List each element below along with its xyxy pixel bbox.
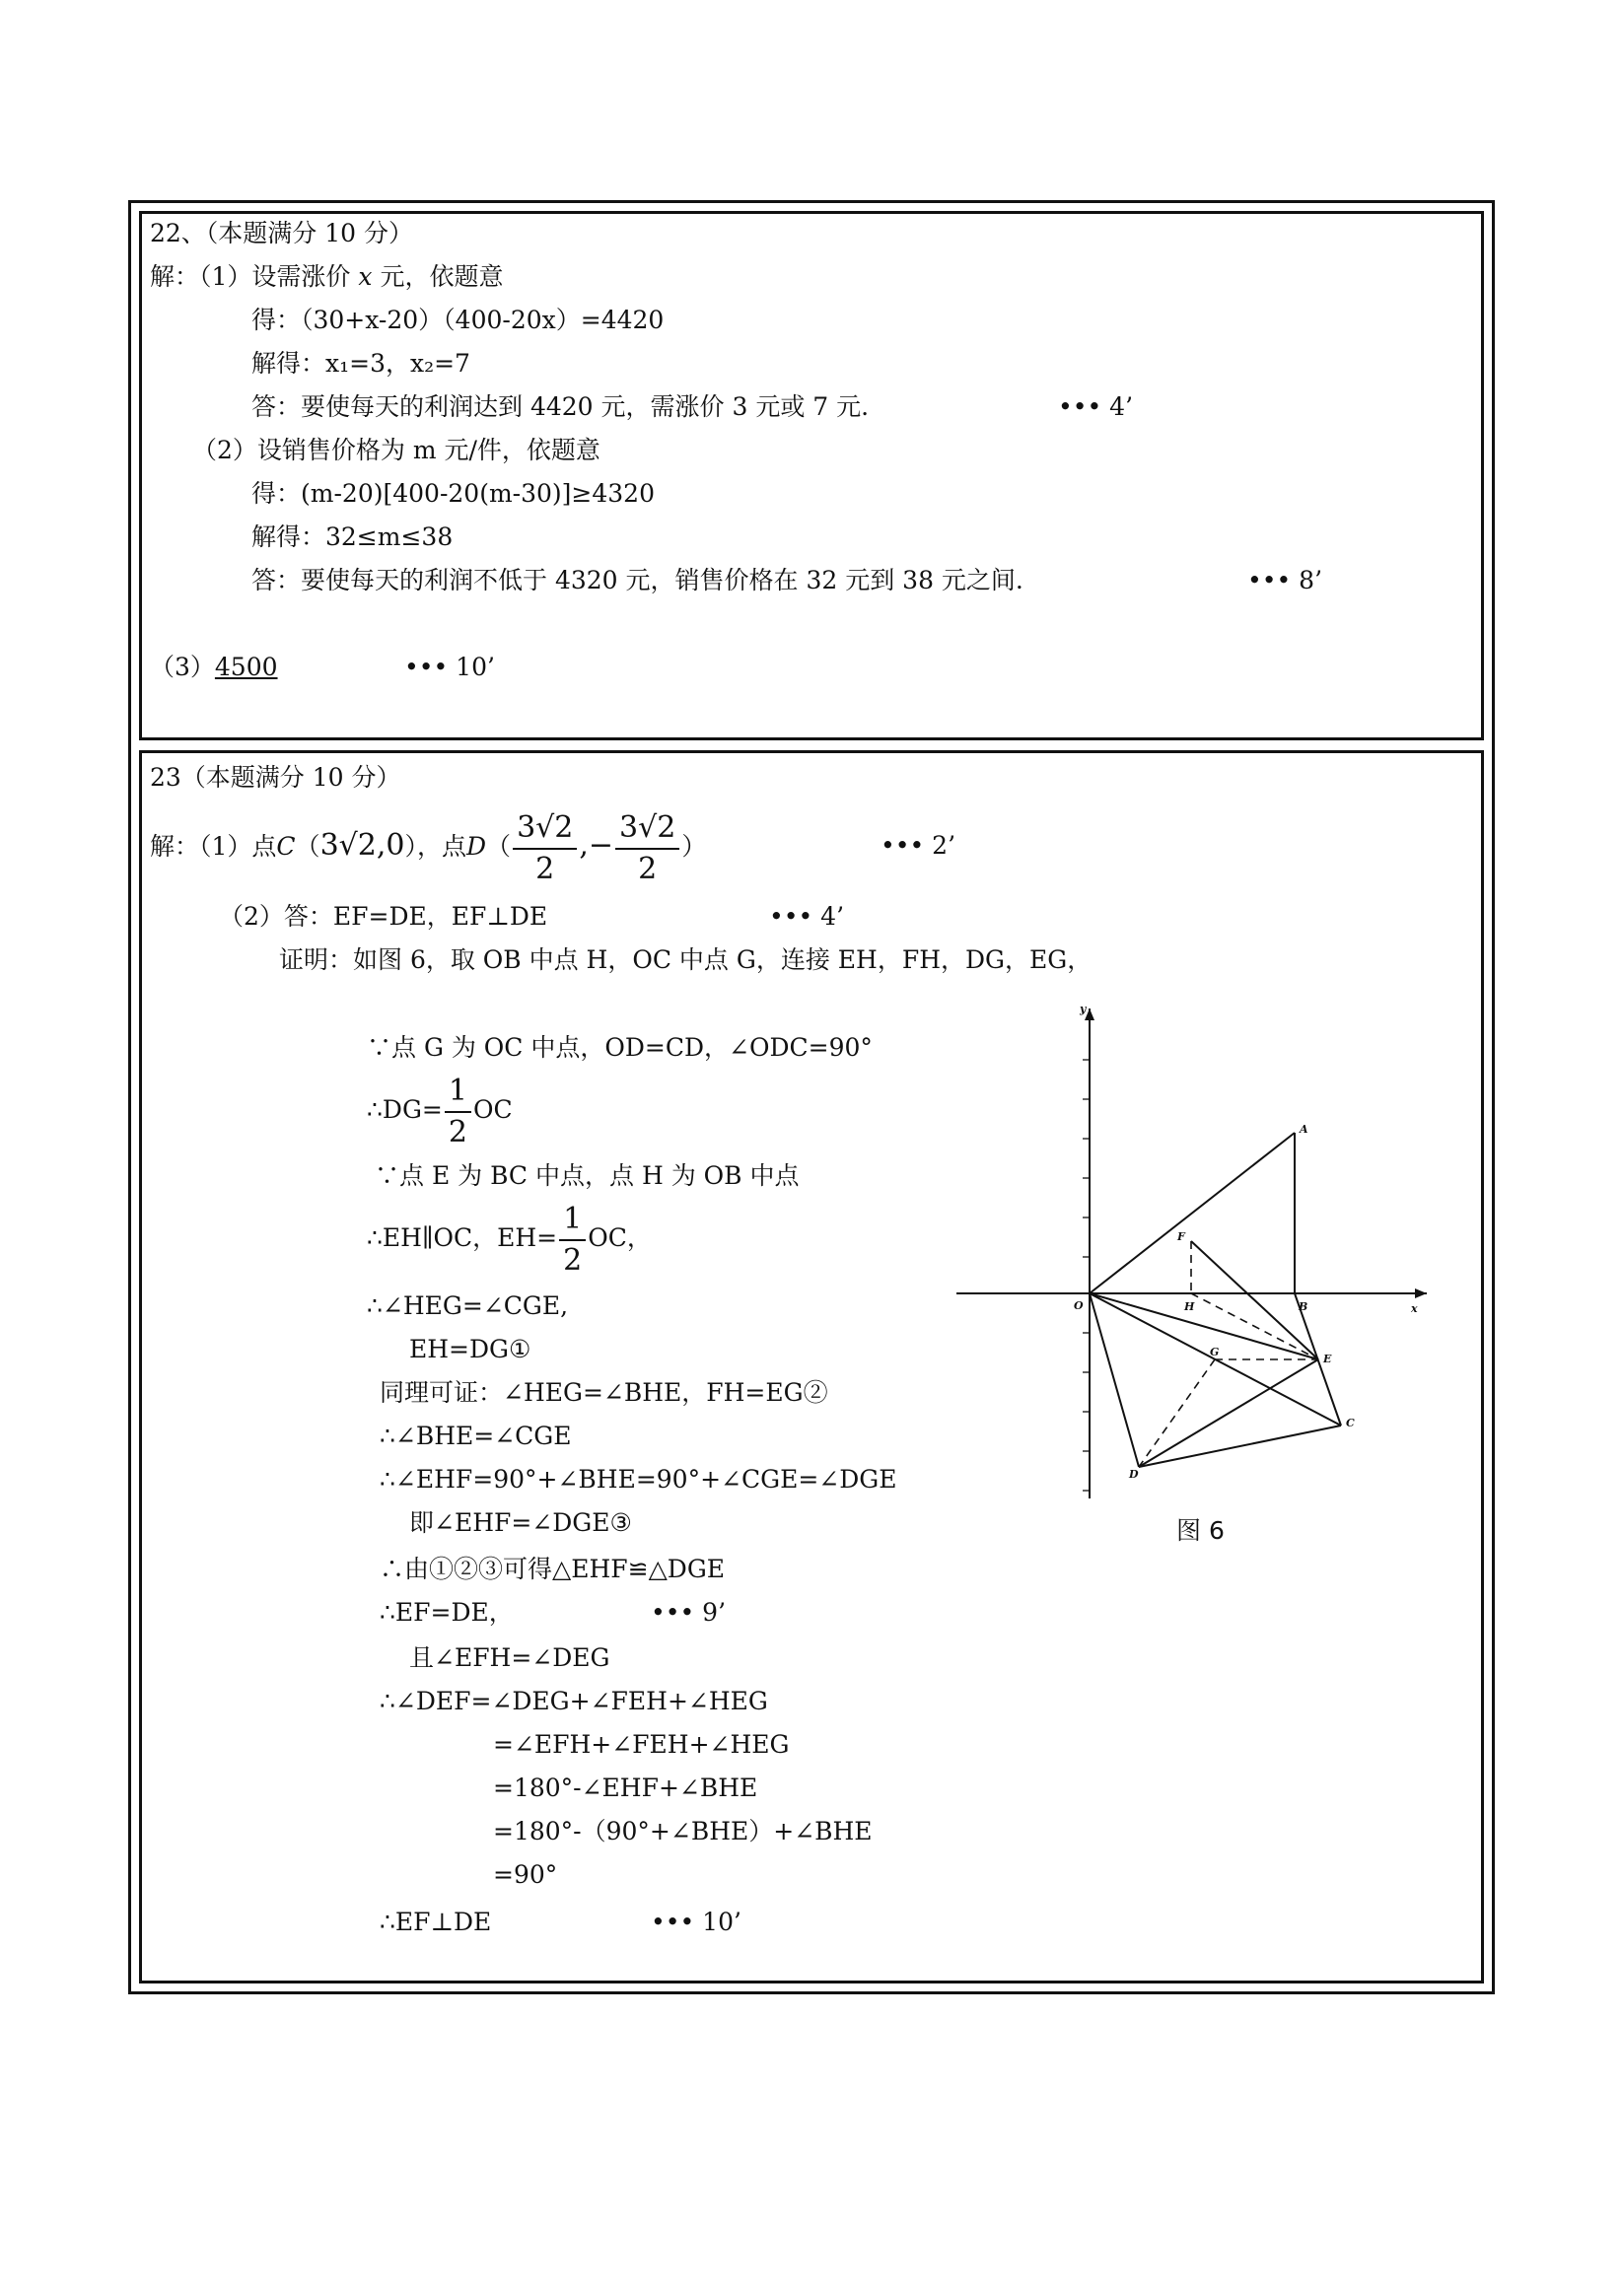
figure-caption: 图 6 (1176, 1516, 1225, 1545)
q22-line3: 解得：x₁=3，x₂=7 (251, 349, 470, 378)
q23-p10: 即∠EHF=∠DGE③ (409, 1508, 632, 1537)
label-C: C (1346, 1417, 1355, 1429)
q23-p6: EH=DG① (409, 1335, 531, 1363)
axis-ticks (1083, 1060, 1090, 1491)
q23-p4: ∴EH∥OC，EH= $\frac{1}{2}$ OC， (367, 1201, 652, 1278)
q23-p12: ∴EF=DE， (380, 1598, 514, 1627)
figure-6-diagram (952, 1001, 1435, 1503)
q23-p3: ∵点 E 为 BC 中点，点 H 为 OB 中点 (375, 1161, 800, 1190)
q23-p11: ∴由①②③可得△EHF≌△DGE (380, 1555, 726, 1583)
q22-line6: 得：(m-20)[400-20(m-30)]≥4320 (251, 479, 655, 508)
q23-line2: （2）答：EF=DE，EF⊥DE (219, 902, 548, 931)
q23-p14: ∴∠DEF=∠DEG+∠FEH+∠HEG (380, 1687, 768, 1715)
q23-score-4: ••• 4’ (769, 902, 845, 931)
label-H: H (1184, 1300, 1195, 1313)
q22-line8: 答：要使每天的利润不低于 4320 元，销售价格在 32 元到 38 元之间. (251, 566, 1023, 594)
label-A: A (1300, 1123, 1308, 1136)
q23-p2: ∴DG= $\frac{1}{2}$ OC (367, 1073, 513, 1149)
label-E: E (1323, 1353, 1332, 1365)
q22-score-10: ••• 10’ (404, 653, 495, 681)
q22-score-8: ••• 8’ (1247, 566, 1323, 594)
q22-line7: 解得：32≤m≤38 (251, 522, 454, 551)
q23-score-9: ••• 9’ (651, 1598, 727, 1627)
q23-p18: =90° (493, 1860, 558, 1889)
q23-p13: 且∠EFH=∠DEG (409, 1643, 610, 1672)
label-x: x (1411, 1302, 1418, 1315)
q22-line4: 答：要使每天的利润达到 4420 元，需涨价 3 元或 7 元. (251, 392, 870, 421)
label-F: F (1177, 1230, 1185, 1243)
label-O: O (1074, 1299, 1084, 1312)
q23-p1: ∵点 G 为 OC 中点，OD=CD，∠ODC=90° (367, 1033, 873, 1062)
q22-line1: 解：（1）设需涨价 x 元，依题意 (150, 262, 504, 291)
label-B: B (1299, 1300, 1308, 1313)
q23-p16: =180°-∠EHF+∠BHE (493, 1774, 758, 1802)
label-y: y (1080, 1003, 1087, 1015)
q22-line5: （2）设销售价格为 m 元/件，依题意 (192, 436, 600, 464)
q22-line2: 得：（30+x-20）（400-20x）=4420 (251, 306, 665, 334)
q23-proof-intro: 证明：如图 6，取 OB 中点 H，OC 中点 G，连接 EH，FH，DG，EG， (279, 945, 1093, 974)
q23-p19: ∴EF⊥DE (380, 1908, 492, 1936)
y-axis-arrow-icon (1085, 1009, 1094, 1020)
q22-answer-3: 4500 (214, 653, 278, 681)
q23-p9: ∴∠EHF=90°+∠BHE=90°+∠CGE=∠DGE (380, 1465, 897, 1494)
q23-title: 23（本题满分 10 分） (150, 763, 401, 792)
q23-p8: ∴∠BHE=∠CGE (380, 1422, 572, 1450)
q23-p7: 同理可证：∠HEG=∠BHE，FH=EG② (380, 1378, 828, 1407)
q22-score-4: ••• 4’ (1058, 392, 1134, 421)
q23-p17: =180°-（90°+∠BHE）+∠BHE (493, 1817, 873, 1845)
q22-line9: （3）4500 (150, 653, 278, 681)
q23-score-2: ••• 2’ (881, 831, 956, 860)
q23-line1: 解：（1）点C（3√2,0），点D（ $\frac{3√2}{2}$ ,− $\frac{3√2}{2}$ ） (150, 809, 707, 886)
q23-score-10: ••• 10’ (651, 1908, 741, 1936)
q23-p5: ∴∠HEG=∠CGE, (367, 1291, 569, 1320)
x-axis-arrow-icon (1415, 1288, 1427, 1298)
q22-title: 22、（本题满分 10 分） (150, 219, 414, 247)
label-G: G (1210, 1346, 1220, 1358)
q23-p15: =∠EFH+∠FEH+∠HEG (493, 1730, 790, 1759)
label-D: D (1129, 1468, 1139, 1481)
